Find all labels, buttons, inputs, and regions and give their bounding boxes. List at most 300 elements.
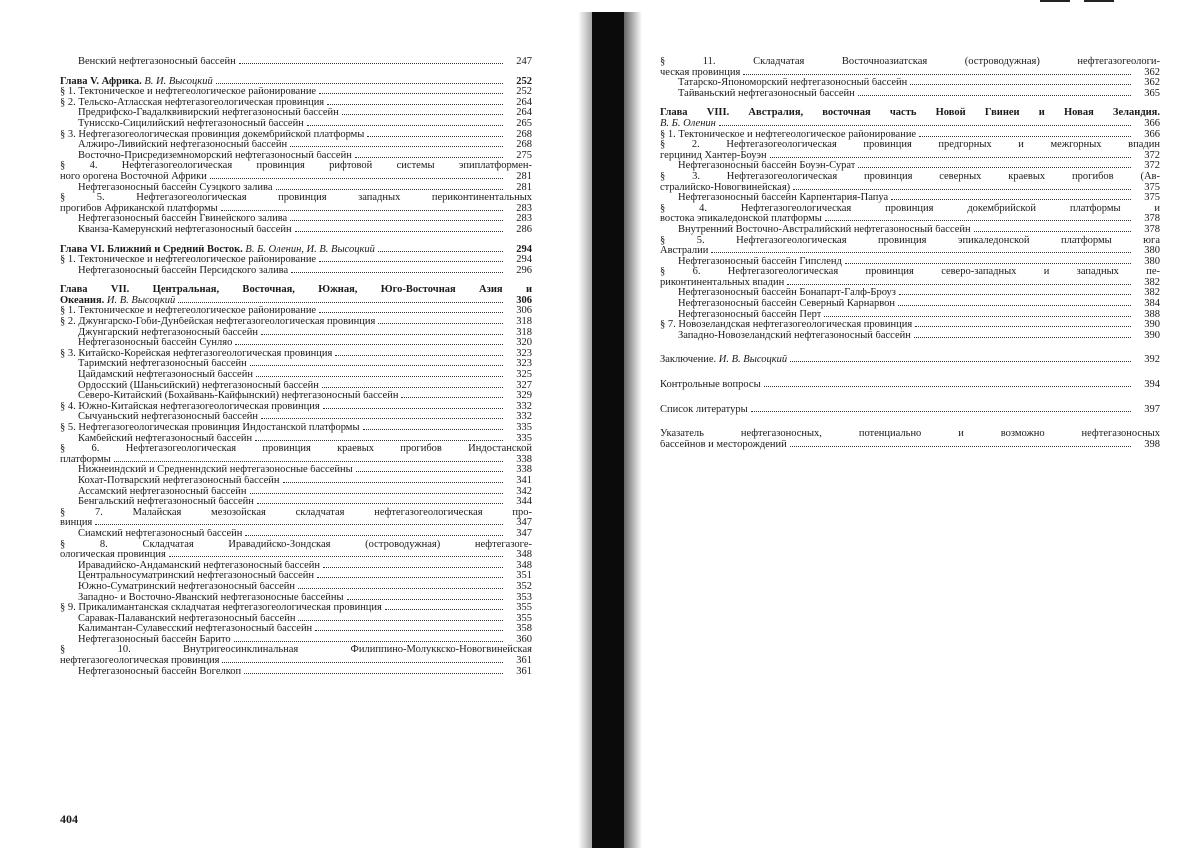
dot-leader bbox=[845, 263, 1131, 264]
dot-leader bbox=[367, 136, 503, 137]
toc-entry bbox=[660, 68, 1160, 79]
dot-leader bbox=[261, 334, 503, 335]
entry-text: Нефтегазоносный бассейн Перт bbox=[678, 309, 822, 320]
toc-entry-title bbox=[60, 656, 219, 667]
toc-entry-title bbox=[78, 561, 320, 572]
toc-entry bbox=[660, 119, 1160, 130]
entry-text: Иравадийско-Андаманский нефтегазоносный бассейн bbox=[78, 560, 321, 571]
dot-leader bbox=[256, 376, 503, 377]
book-gutter-shadow bbox=[592, 12, 624, 848]
page-ref: 332 bbox=[516, 411, 532, 423]
entry-text: Океания. bbox=[60, 295, 105, 306]
entry-text: Сиамский нефтегазоносный бассейн bbox=[78, 528, 243, 539]
page-ref: 390 bbox=[1144, 319, 1160, 331]
page-ref: 286 bbox=[516, 223, 532, 235]
entry-text: ного орогена Восточной Африки bbox=[60, 171, 207, 182]
toc-entry bbox=[60, 130, 532, 141]
toc-entry-title bbox=[678, 331, 911, 342]
entry-text: Нефтегазоносный бассейн Бонапарт-Галф-Броуз bbox=[678, 288, 896, 299]
entry-text: Внутренний Восточно-Австралийский нефтегазоносный бассейн bbox=[678, 224, 971, 235]
dot-leader bbox=[751, 411, 1131, 412]
toc-entry bbox=[60, 98, 532, 109]
page-ref: 361 bbox=[516, 655, 532, 667]
chapter-heading-line: Глава VIII. Австралия, восточная часть Новой Гвинеи и Новая Зеландия. bbox=[660, 107, 1160, 119]
toc-entry-title bbox=[678, 310, 821, 321]
toc-entry bbox=[60, 119, 532, 130]
page-ref: 347 bbox=[516, 527, 532, 539]
page-ref: 355 bbox=[516, 602, 532, 614]
dot-leader bbox=[385, 609, 503, 610]
page-ref: 338 bbox=[516, 453, 532, 465]
dot-leader bbox=[234, 641, 503, 642]
dot-leader bbox=[770, 157, 1131, 158]
toc-entry bbox=[660, 214, 1160, 225]
entry-text: Нефтегазоносный бассейн Северный Карнарвон bbox=[678, 299, 895, 310]
toc-entry bbox=[660, 299, 1160, 310]
toc-entry-line: Указатель нефтегазоносных, потенциально и возможно нефтегазоносных bbox=[660, 428, 1160, 440]
page-ref: 372 bbox=[1144, 149, 1160, 161]
page-ref: 375 bbox=[1144, 181, 1160, 193]
entry-text: Сычуаньский нефтегазоносный бассейн bbox=[78, 412, 258, 423]
toc-entry bbox=[60, 614, 532, 625]
chapter-heading-line: Глава VII. Центральная, Восточная, Южная, Юго-Восточная Азия и bbox=[60, 284, 532, 296]
page-ref: 397 bbox=[1144, 403, 1160, 415]
entry-text: § 5. Нефтегазогеологическая провинция Индостанской платформы bbox=[60, 423, 360, 433]
toc-entry bbox=[60, 349, 532, 360]
dot-leader bbox=[323, 567, 503, 568]
page-ref: 265 bbox=[516, 117, 532, 129]
toc-entry bbox=[60, 656, 532, 667]
spacer bbox=[60, 236, 532, 245]
entry-text: Ордосский (Шаньсийский) нефтегазоносный бассейн bbox=[78, 380, 319, 391]
toc-entry-title bbox=[60, 317, 375, 328]
toc-entry bbox=[60, 370, 532, 381]
toc-entry-title bbox=[660, 355, 787, 366]
toc-entry bbox=[60, 57, 532, 68]
toc-entry bbox=[60, 359, 532, 370]
toc-entry bbox=[60, 582, 532, 593]
entry-text: Кванза-Камерунский нефтегазоносный бассейн bbox=[78, 224, 292, 235]
toc-entry-line: § 3. Нефтегазогеологическая провинция северных краевых прогибов (Ав- bbox=[660, 170, 1160, 182]
toc-entry bbox=[660, 78, 1160, 89]
toc-entry bbox=[660, 380, 1160, 391]
page-ref: 366 bbox=[1144, 117, 1160, 129]
toc-entry-line: § 6. Нефтегазогеологическая провинция северо-западных и западных пе- bbox=[660, 266, 1160, 278]
page-ref: 380 bbox=[1144, 255, 1160, 267]
entry-text: Бенгальский нефтегазоносный бассейн bbox=[78, 497, 254, 508]
entry-text: § 2. Тельско-Атласская нефтегазогеологическая провинция bbox=[60, 97, 325, 108]
toc-entry-title bbox=[78, 582, 295, 593]
page-ref: 252 bbox=[516, 75, 532, 87]
page-ref: 362 bbox=[1144, 66, 1160, 78]
dot-leader bbox=[401, 397, 503, 398]
page-ref: 329 bbox=[516, 390, 532, 402]
page-ref: 338 bbox=[516, 464, 532, 476]
entry-text: Ассамский нефтегазоносный бассейн bbox=[78, 486, 247, 497]
page-ref: 366 bbox=[1144, 128, 1160, 140]
toc-entry bbox=[660, 320, 1160, 331]
page-ref: 353 bbox=[516, 591, 532, 603]
page-ref: 347 bbox=[516, 517, 532, 529]
toc-entry-title bbox=[678, 288, 896, 299]
toc-entry bbox=[60, 624, 532, 635]
dot-leader bbox=[244, 673, 503, 674]
page-ref: 375 bbox=[1144, 192, 1160, 204]
entry-text: Нефтегазоносный бассейн Гвинейского залива bbox=[78, 214, 288, 225]
dot-leader bbox=[790, 446, 1131, 447]
spacer bbox=[60, 68, 532, 77]
dot-leader bbox=[255, 440, 503, 441]
chapter-heading bbox=[60, 296, 532, 307]
toc-entry-line: § 5. Нефтегазогеологическая провинция западных периконтинентальных bbox=[60, 192, 532, 204]
toc-entry-line: § 6. Нефтегазогеологическая провинция краевых прогибов Индостанской bbox=[60, 443, 532, 455]
page-ref: 335 bbox=[516, 432, 532, 444]
entry-text: § 2. Джунгарско-Гоби-Дунбейская нефтегазогеологическая провинция bbox=[60, 317, 376, 328]
dot-leader bbox=[178, 302, 503, 303]
toc-entry-title bbox=[678, 225, 971, 236]
toc-entry bbox=[60, 87, 532, 98]
entry-text: Кохат-Потварский нефтегазоносный бассейн bbox=[78, 475, 280, 486]
page-number: 404 bbox=[60, 812, 78, 826]
toc-entry-title bbox=[78, 214, 287, 225]
dot-leader bbox=[210, 178, 503, 179]
entry-text: ологическая провинция bbox=[60, 550, 166, 561]
toc-entry bbox=[60, 571, 532, 582]
spacer bbox=[660, 366, 1160, 380]
entry-text: Глава V. Африка. bbox=[60, 76, 142, 87]
toc-entry bbox=[60, 593, 532, 604]
toc-entry-title bbox=[78, 571, 314, 582]
entry-text: Северо-Китайский (Бохайвань-Кайфынский) нефтегазоносный бассейн bbox=[78, 391, 399, 402]
toc-entry-title bbox=[78, 338, 232, 349]
toc-entry-title bbox=[60, 349, 332, 360]
dot-leader bbox=[95, 524, 503, 525]
table-of-contents-left bbox=[60, 57, 532, 677]
entry-text: Центральносуматринский нефтегазоносный бассейн bbox=[78, 571, 314, 582]
dot-leader bbox=[355, 157, 503, 158]
toc-entry bbox=[60, 603, 532, 614]
toc-entry bbox=[60, 204, 532, 215]
toc-entry-title bbox=[78, 140, 287, 151]
dot-leader bbox=[764, 386, 1131, 387]
left-page bbox=[0, 0, 560, 848]
toc-entry bbox=[60, 306, 532, 317]
toc-entry bbox=[60, 402, 532, 413]
chapter-heading bbox=[60, 245, 532, 256]
dot-leader bbox=[319, 261, 503, 262]
page-ref: 388 bbox=[1144, 308, 1160, 320]
toc-entry-title bbox=[78, 57, 236, 68]
toc-entry-title bbox=[78, 465, 353, 476]
toc-entry bbox=[60, 550, 532, 561]
toc-entry bbox=[660, 183, 1160, 194]
toc-entry-title bbox=[660, 214, 822, 225]
entry-text: стралийско-Новогвинейская) bbox=[660, 182, 791, 193]
toc-entry bbox=[60, 338, 532, 349]
entry-text: Список литературы bbox=[660, 404, 748, 415]
entry-text: § 1. Тектоническое и нефтегеологическое районирование bbox=[660, 129, 917, 140]
page-ref: 382 bbox=[1144, 276, 1160, 288]
toc-entry bbox=[60, 255, 532, 266]
page-ref: 283 bbox=[516, 213, 532, 225]
toc-entry-title bbox=[660, 380, 761, 391]
dot-leader bbox=[327, 104, 503, 105]
entry-text: Нефтегазоносный бассейн Барито bbox=[78, 634, 231, 645]
toc-entry-title bbox=[60, 245, 375, 256]
toc-entry bbox=[60, 476, 532, 487]
dot-leader bbox=[719, 125, 1131, 126]
page-ref: 378 bbox=[1144, 223, 1160, 235]
dot-leader bbox=[216, 83, 503, 84]
entry-text: § 7. Новозеландская нефтегазогеологическая провинция bbox=[660, 320, 913, 331]
toc-entry bbox=[660, 331, 1160, 342]
dot-leader bbox=[356, 471, 503, 472]
dot-leader bbox=[915, 326, 1131, 327]
toc-entry bbox=[60, 328, 532, 339]
entry-text: платформы bbox=[60, 454, 111, 465]
page-ref: 325 bbox=[516, 369, 532, 381]
toc-entry bbox=[60, 529, 532, 540]
toc-entry bbox=[60, 214, 532, 225]
toc-entry-title bbox=[78, 108, 339, 119]
page-ref: 352 bbox=[516, 580, 532, 592]
page-ref: 358 bbox=[516, 623, 532, 635]
dot-leader bbox=[298, 620, 503, 621]
toc-entry bbox=[60, 465, 532, 476]
dot-leader bbox=[239, 63, 503, 64]
page-ref: 252 bbox=[516, 86, 532, 98]
entry-text: Восточно-Присредиземноморский нефтегазоносный бассейн bbox=[78, 150, 352, 161]
toc-entry-title bbox=[78, 225, 292, 236]
entry-text: ческая провинция bbox=[660, 67, 741, 78]
dot-leader bbox=[221, 210, 503, 211]
entry-text: Татарско-Япономорский нефтегазоносный бассейн bbox=[678, 78, 908, 89]
dot-leader bbox=[919, 136, 1131, 137]
toc-entry bbox=[660, 288, 1160, 299]
entry-text: востока эпикаледонской платформы bbox=[660, 214, 822, 225]
dot-leader bbox=[335, 355, 503, 356]
toc-entry-line: § 7. Малайская мезозойская складчатая нефтегазогеологическая про- bbox=[60, 506, 532, 518]
toc-entry-title bbox=[60, 98, 324, 109]
dot-leader bbox=[323, 408, 503, 409]
toc-entry-title bbox=[78, 370, 253, 381]
entry-text: § 1. Тектоническое и нефтегеологическое районирование bbox=[60, 87, 317, 98]
entry-text: Венский нефтегазоносный бассейн bbox=[78, 57, 236, 67]
entry-text: нефтегазогеологическая провинция bbox=[60, 656, 220, 667]
page-ref: 380 bbox=[1144, 245, 1160, 257]
dot-leader bbox=[914, 337, 1131, 338]
toc-entry-title bbox=[78, 593, 344, 604]
dot-leader bbox=[347, 599, 503, 600]
dot-leader bbox=[295, 231, 503, 232]
page-ref: 281 bbox=[516, 170, 532, 182]
dot-leader bbox=[298, 588, 503, 589]
toc-entry-title bbox=[78, 412, 258, 423]
spacer bbox=[660, 415, 1160, 429]
spacer bbox=[660, 341, 1160, 355]
toc-entry bbox=[660, 89, 1160, 100]
entry-text: Заключение. bbox=[660, 355, 717, 366]
entry-text: Джунгарский нефтегазоносный бассейн bbox=[78, 327, 258, 338]
toc-entry-title bbox=[60, 172, 207, 183]
toc-entry-line: § 4. Нефтегазогеологическая провинция докембрийской платформы и bbox=[660, 202, 1160, 214]
dot-leader bbox=[899, 294, 1131, 295]
entry-text: Тунисско-Сицилийский нефтегазоносный бассейн bbox=[78, 118, 304, 129]
page-ref: 264 bbox=[516, 107, 532, 119]
toc-entry bbox=[660, 440, 1160, 451]
page-ref: 306 bbox=[516, 305, 532, 317]
toc-entry bbox=[60, 381, 532, 392]
entry-text: § 1. Тектоническое и нефтегеологическое районирование bbox=[60, 255, 317, 266]
dot-leader bbox=[290, 220, 503, 221]
entry-text: Таримский нефтегазоносный бассейн bbox=[78, 359, 247, 370]
entry-text: риконтинентальных впадин bbox=[660, 277, 785, 288]
toc-entry-title bbox=[60, 518, 92, 529]
toc-entry bbox=[60, 225, 532, 236]
toc-entry-title bbox=[78, 381, 319, 392]
page-ref: 281 bbox=[516, 181, 532, 193]
entry-text: Нефтегазоносный бассейн Вогелкоп bbox=[78, 666, 242, 677]
dot-leader bbox=[290, 146, 503, 147]
toc-entry-title bbox=[60, 255, 316, 266]
dot-leader bbox=[898, 305, 1131, 306]
toc-entry-title bbox=[78, 476, 280, 487]
toc-entry bbox=[60, 266, 532, 277]
entry-text: Нефтегазоносный бассейн Суэцкого залива bbox=[78, 182, 273, 193]
page-ref: 323 bbox=[516, 347, 532, 359]
toc-entry-line: § 5. Нефтегазогеологическая провинция эпикаледонской платформы юга bbox=[660, 234, 1160, 246]
entry-text: Нефтегазоносный бассейн Карпентария-Папуа bbox=[678, 193, 889, 204]
toc-entry bbox=[60, 172, 532, 183]
right-page bbox=[640, 0, 1200, 848]
toc-entry bbox=[60, 423, 532, 434]
page-ref: 342 bbox=[516, 485, 532, 497]
page-ref: 360 bbox=[516, 633, 532, 645]
toc-entry-title bbox=[78, 667, 241, 678]
entry-text: Камбейский нефтегазоносный бассейн bbox=[78, 433, 253, 444]
toc-entry-title bbox=[60, 130, 364, 141]
page-ref: 323 bbox=[516, 358, 532, 370]
toc-entry-title bbox=[60, 550, 166, 561]
entry-text: Нефтегазоносный бассейн Персидского залива bbox=[78, 265, 289, 276]
dot-leader bbox=[276, 189, 503, 190]
toc-entry bbox=[60, 561, 532, 572]
dot-leader bbox=[824, 316, 1131, 317]
page-ref: 294 bbox=[516, 243, 532, 255]
dot-leader bbox=[342, 114, 503, 115]
toc-entry bbox=[660, 278, 1160, 289]
toc-entry bbox=[60, 455, 532, 466]
entry-text: Австралии bbox=[660, 246, 709, 257]
dot-leader bbox=[261, 418, 503, 419]
page-ref: 355 bbox=[516, 612, 532, 624]
page-ref: 318 bbox=[516, 326, 532, 338]
toc-entry-title bbox=[78, 391, 398, 402]
toc-entry-line: § 4. Нефтегазогеологическая провинция рифтовой системы эпиплатформен- bbox=[60, 160, 532, 172]
page-ref: 348 bbox=[516, 559, 532, 571]
dot-leader bbox=[974, 231, 1131, 232]
dot-leader bbox=[319, 312, 503, 313]
dot-leader bbox=[315, 630, 503, 631]
dot-leader bbox=[787, 284, 1131, 285]
table-of-contents-right bbox=[660, 57, 1160, 450]
page-ref: 296 bbox=[516, 264, 532, 276]
page-ref: 362 bbox=[1144, 77, 1160, 89]
entry-text: винция bbox=[60, 518, 93, 529]
toc-entry-line: § 8. Складчатая Иравадийско-Зондская (островодужная) нефтегазоге- bbox=[60, 538, 532, 550]
toc-entry bbox=[660, 310, 1160, 321]
toc-entry-title bbox=[660, 68, 740, 79]
dot-leader bbox=[235, 344, 503, 345]
entry-text: Нижнеиндский и Средненндский нефтегазоносные бассейны bbox=[78, 465, 353, 476]
page-ref: 306 bbox=[516, 294, 532, 306]
dot-leader bbox=[891, 199, 1131, 200]
dot-leader bbox=[317, 577, 503, 578]
toc-entry bbox=[60, 140, 532, 151]
page-ref: 365 bbox=[1144, 87, 1160, 99]
toc-entry-title bbox=[660, 151, 767, 162]
dot-leader bbox=[858, 95, 1131, 96]
toc-entry bbox=[60, 667, 532, 678]
toc-entry-title bbox=[60, 204, 218, 215]
dot-leader bbox=[307, 125, 503, 126]
page-ref: 275 bbox=[516, 149, 532, 161]
toc-entry bbox=[60, 412, 532, 423]
entry-text: Западно-Новозеландский нефтегазоносный бассейн bbox=[678, 330, 911, 341]
toc-entry-title bbox=[60, 455, 111, 466]
page-ref: 294 bbox=[516, 254, 532, 266]
page-ref: 390 bbox=[1144, 329, 1160, 341]
entry-text: § 3. Китайско-Корейская нефтегазогеологическая провинция bbox=[60, 348, 333, 359]
dot-leader bbox=[245, 535, 503, 536]
toc-entry-title bbox=[60, 603, 382, 614]
toc-entry-title bbox=[660, 440, 787, 451]
dot-leader bbox=[322, 387, 503, 388]
toc-entry-line: § 10. Внутригеосинклинальная Филиппино-Молуккско-Новогвинейская bbox=[60, 644, 532, 656]
page-ref: 335 bbox=[516, 422, 532, 433]
toc-entry-title bbox=[660, 278, 784, 289]
page-ref: 394 bbox=[1144, 379, 1160, 391]
toc-entry-title bbox=[660, 119, 716, 130]
page-ref: 268 bbox=[516, 128, 532, 140]
toc-entry bbox=[660, 151, 1160, 162]
spacer bbox=[660, 391, 1160, 405]
page-ref: 378 bbox=[1144, 213, 1160, 225]
dot-leader bbox=[363, 429, 503, 430]
author-name: И. В. Высоцкий bbox=[106, 295, 176, 306]
toc-entry-title bbox=[78, 119, 304, 130]
entry-text: Нефтегазоносный бассейн Боуэн-Сурат bbox=[678, 161, 856, 172]
dot-leader bbox=[291, 272, 503, 273]
page-ref: 344 bbox=[516, 496, 532, 508]
dot-leader bbox=[858, 167, 1131, 168]
dot-leader bbox=[257, 503, 503, 504]
toc-entry-title bbox=[60, 77, 213, 88]
entry-text: § 1. Тектоническое и нефтегеологическое районирование bbox=[60, 306, 317, 317]
page-ref: 264 bbox=[516, 96, 532, 108]
toc-entry-title bbox=[78, 614, 295, 625]
toc-entry-title bbox=[678, 78, 907, 89]
page-ref: 341 bbox=[516, 474, 532, 486]
toc-entry bbox=[60, 518, 532, 529]
dot-leader bbox=[378, 251, 503, 252]
dot-leader bbox=[319, 93, 503, 94]
author-name: И. В. Высоцкий bbox=[718, 355, 788, 366]
dot-leader bbox=[825, 220, 1131, 221]
entry-text: § 9. Прикалимантанская складчатая нефтегазогеологическая провинция bbox=[60, 603, 382, 614]
entry-text: Саравак-Палаванский нефтегазоносный бассейн bbox=[78, 613, 296, 624]
toc-entry-title bbox=[78, 624, 312, 635]
